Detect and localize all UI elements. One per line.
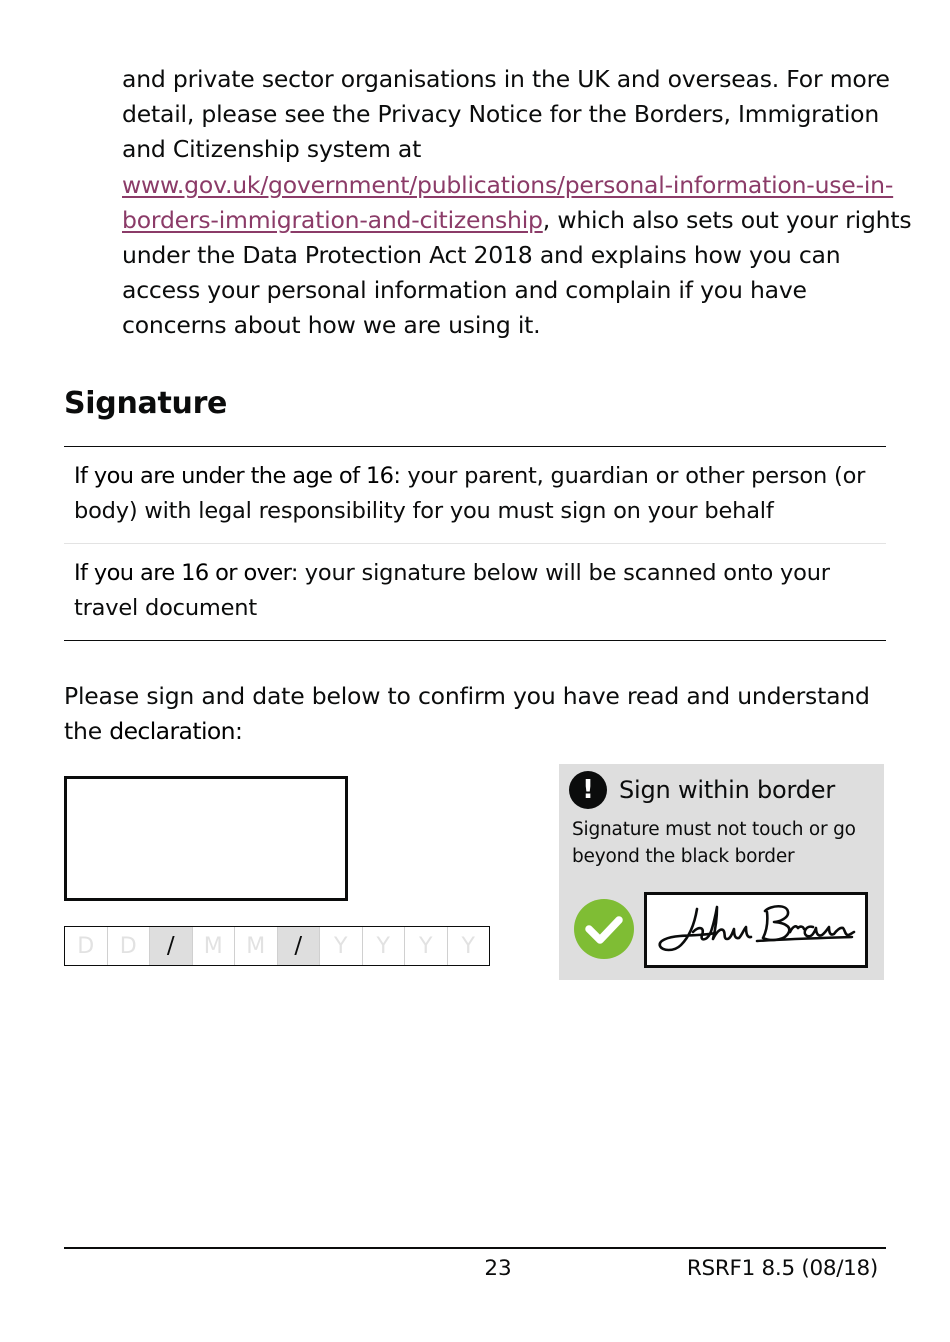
- panel-text: Signature must not touch or go beyond the black border: [572, 819, 856, 867]
- form-reference: RSRF1 8.5 (08/18): [686, 1256, 878, 1281]
- check-icon: [574, 899, 634, 959]
- rule-under-16-label: If you are under the age of 16:: [74, 463, 401, 489]
- privacy-notice-paragraph: [122, 62, 912, 344]
- rule-16-or-over: [64, 543, 886, 640]
- confirm-text: Please sign and date below to confirm you have read and understand the: [64, 682, 870, 745]
- rule-under-16: [64, 447, 886, 543]
- intro-text-after: , which also sets out your rights under the Data Protection Act 2018 and explains how you can access your personal information and complain if you have concerns about how we are using it.: [122, 205, 912, 340]
- date-year-3[interactable]: Y: [405, 927, 448, 965]
- date-month-1[interactable]: M: [193, 927, 236, 965]
- date-input: [64, 926, 490, 966]
- date-day-1[interactable]: D: [65, 927, 108, 965]
- date-month-2[interactable]: M: [235, 927, 278, 965]
- example-signature-image: [647, 895, 865, 965]
- declaration-confirmation-text: [64, 679, 884, 749]
- intro-text-before: and private sector organisations in the UK and overseas. For more detail, please see the Privacy Notice for the Borders, Immigration and Citizenship system at: [122, 65, 890, 164]
- date-year-4[interactable]: Y: [461, 933, 475, 959]
- signature-box[interactable]: [64, 776, 348, 901]
- page-number: 23: [484, 1256, 512, 1281]
- signature-rules-table: [64, 446, 886, 641]
- date-day-2[interactable]: D: [108, 927, 151, 965]
- rule-16-or-over-label: If you are 16 or over:: [74, 560, 298, 586]
- footer-divider: [64, 1247, 886, 1249]
- date-separator: /: [278, 927, 321, 965]
- privacy-notice-link[interactable]: www.gov.uk/government/publications/personal-information-use-in-borders-immigration-and-citizenship: [122, 170, 894, 234]
- exclamation-icon: !: [569, 771, 607, 809]
- example-signature-box: [644, 892, 868, 968]
- panel-title: Sign within border: [619, 776, 836, 804]
- declaration-term: declaration: [109, 717, 235, 745]
- signature-heading: Signature: [64, 386, 228, 421]
- rule-under-16-text: your parent, guardian or other person (or body) with legal responsibility for you must sign on your behalf: [74, 463, 866, 524]
- date-year-1[interactable]: Y: [320, 927, 363, 965]
- rule-16-or-over-text: your signature below will be scanned onto your travel document: [74, 560, 830, 621]
- date-separator: /: [150, 927, 193, 965]
- date-year-2[interactable]: Y: [363, 927, 406, 965]
- confirm-end: :: [234, 717, 243, 745]
- sign-within-border-panel: [559, 764, 884, 980]
